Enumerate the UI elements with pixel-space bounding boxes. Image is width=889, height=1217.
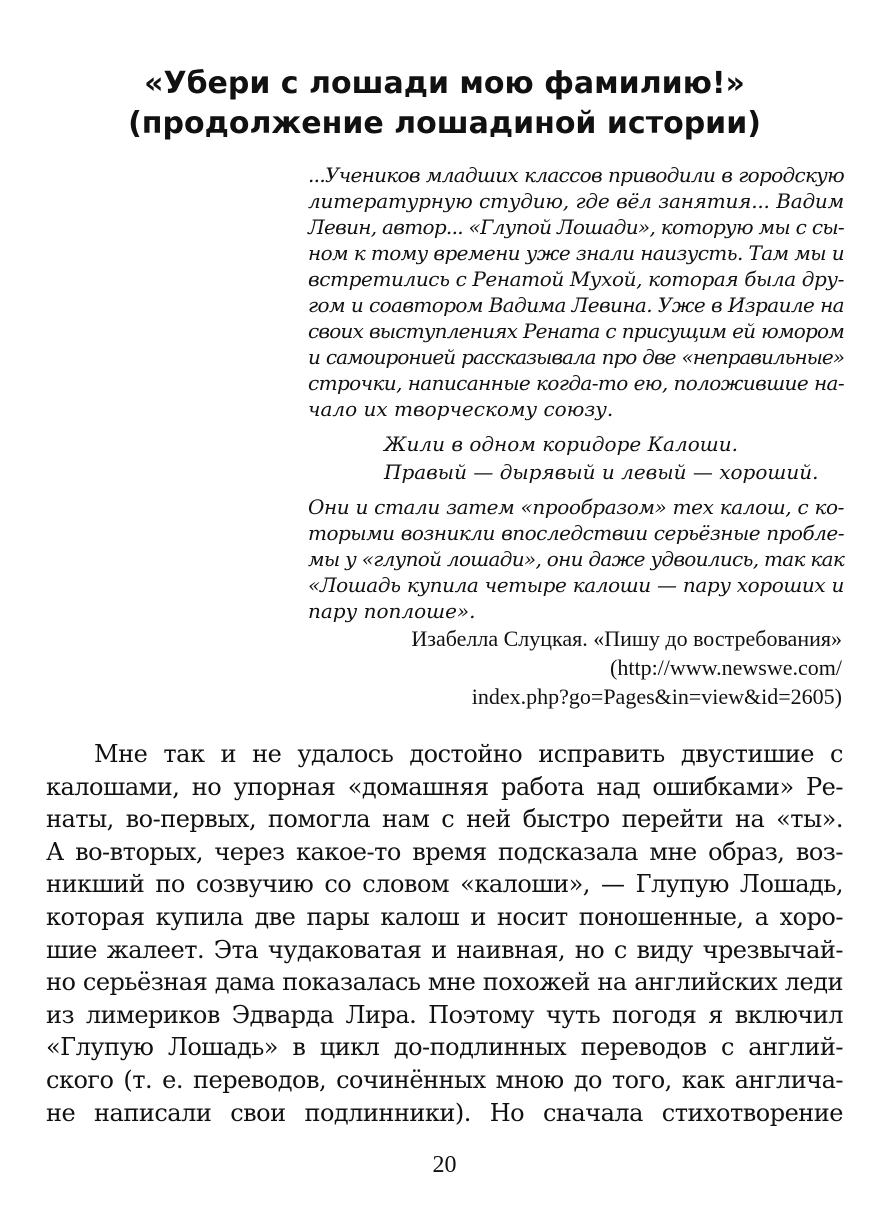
body-line: А во-вторых, через какое-то время подсказала мне образ, воз- xyxy=(46,837,843,866)
epigraph-line: «Лошадь купила четыре калоши — пару хороших и xyxy=(308,573,844,597)
body-line: Мне так и не удалось достойно исправить двустишие с xyxy=(94,740,843,768)
verse-line: Правый — дырявый и левый — хороший. xyxy=(384,460,819,484)
verse-line: Жили в одном коридоре Калоши. xyxy=(384,432,738,456)
source-line: index.php?go=Pages&in=view&id=2605) xyxy=(471,684,842,709)
epigraph-verse xyxy=(384,430,844,486)
epigraph-paragraph-1 xyxy=(308,162,844,422)
main-text xyxy=(46,738,843,1129)
epigraph-line: литературную студию, где вёл занятия... Вадим xyxy=(308,189,844,213)
epigraph-line: своих выступлениях Рената с присущим ей юмором xyxy=(308,319,844,343)
epigraph-paragraph-2 xyxy=(308,494,844,624)
body-line: которая купила две пары калош и носит поношенные, а хоро- xyxy=(46,902,843,931)
epigraph-line: гом и соавтором Вадима Левина. Уже в Израиле на xyxy=(308,293,844,317)
epigraph-line: строчки, написанные когда-то ею, положившие на- xyxy=(308,371,844,395)
epigraph-line: встретились с Ренатой Мухой, которая была дру- xyxy=(308,267,844,291)
body-line: наты, во-первых, помогла нам с ней быстро перейти на «ты». xyxy=(46,805,843,834)
epigraph-source xyxy=(242,624,842,711)
body-line: не написали свои подлинники). Но сначала стихотворение xyxy=(46,1098,843,1127)
epigraph-line: ...Учеников младших классов приводили в городскую xyxy=(308,163,844,187)
epigraph-line: Левин, автор... «Глупой Лошади», которую мы с сы- xyxy=(308,215,844,239)
body-line: шие жалеет. Эта чудаковатая и наивная, но с виду чрезвычай- xyxy=(46,935,843,964)
source-line: (http://www.newswe.com/ xyxy=(610,655,842,680)
body-line: никший по созвучию со словом «калоши», — Глупую Лошадь, xyxy=(46,870,843,899)
chapter-title-line-1: «Убери с лошади мою фамилию!» xyxy=(144,66,745,101)
epigraph-line: ном к тому времени уже знали наизусть. Там мы и xyxy=(308,241,844,265)
epigraph-line: и самоиронией рассказывала про две «неправильные» xyxy=(308,345,844,369)
epigraph-line: чало их творческому союзу. xyxy=(308,397,614,421)
body-line: «Глупую Лошадь» в цикл до-подлинных переводов с англий- xyxy=(46,1033,843,1062)
epigraph-line: торыми возникли впоследствии серьёзные пробле- xyxy=(308,521,844,545)
source-line: Изабелла Слуцкая. «Пишу до востребования» xyxy=(411,626,842,651)
body-line: но серьёзная дама показалась мне похожей на английских леди xyxy=(46,968,843,997)
epigraph-line: пару поплоше». xyxy=(308,599,476,623)
epigraph xyxy=(308,162,844,624)
body-line: калошами, но упорная «домашняя работа над ошибками» Ре- xyxy=(46,772,843,801)
page-number: 20 xyxy=(432,1152,457,1178)
epigraph-line: мы у «глупой лошади», они даже удвоились, так как xyxy=(308,547,845,571)
epigraph-line: Они и стали затем «прообразом» тех калош, с ко- xyxy=(308,495,844,519)
body-line: из лимериков Эдварда Лира. Поэтому чуть погодя я включил xyxy=(46,1000,843,1029)
body-line: ского (т. е. переводов, сочинённых мною до того, как англича- xyxy=(46,1065,843,1094)
chapter-title-line-2: (продолжение лошадиной истории) xyxy=(128,106,761,141)
